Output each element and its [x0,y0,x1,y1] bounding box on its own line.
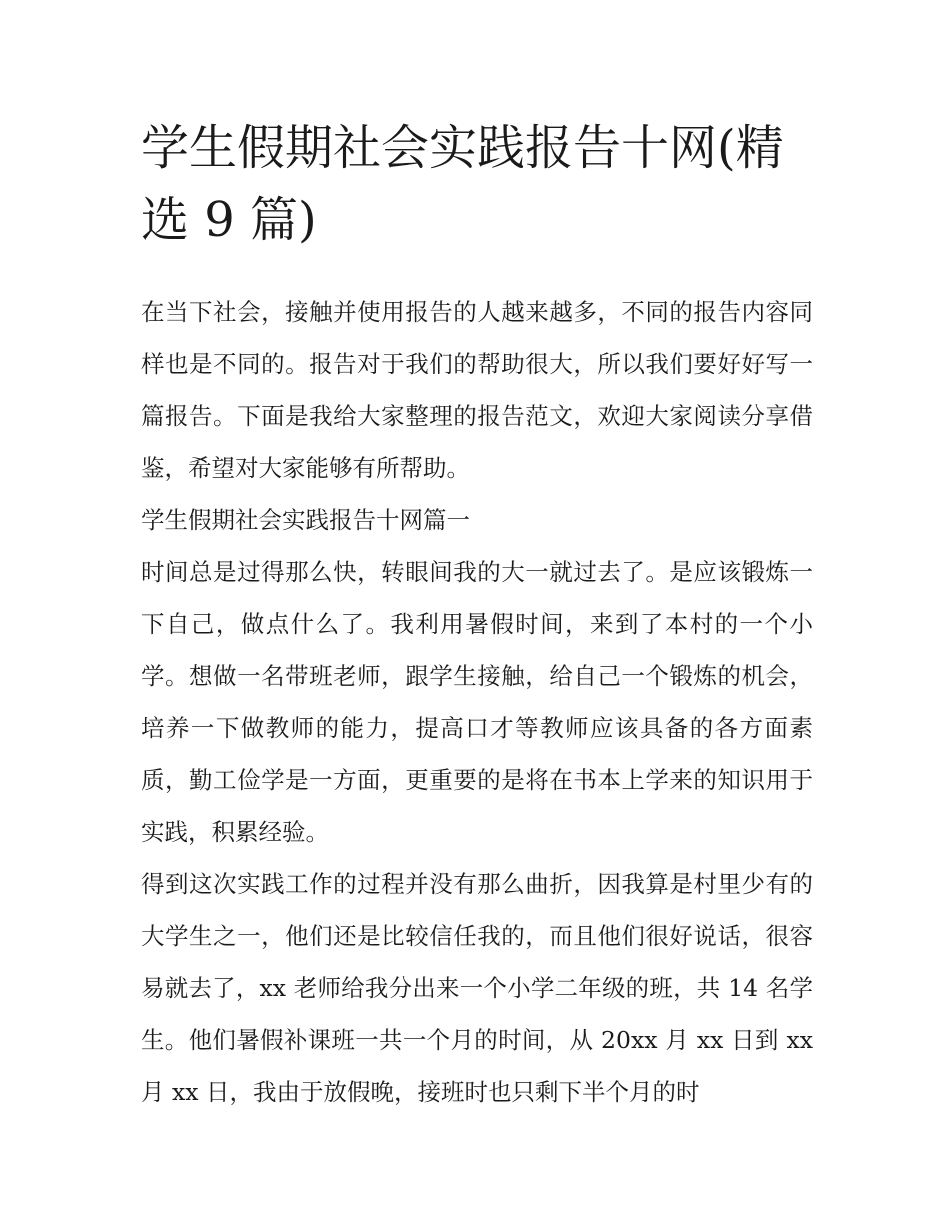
section-heading: 学生假期社会实践报告十网篇一 [141,506,470,534]
intro-paragraph: 在当下社会，接触并使用报告的人越来越多，不同的报告内容同样也是不同的。报告对于我们的帮助很大，所以我们要好好写一篇报告。下面是我给大家整理的报告范文，欢迎大家阅读分享借鉴，希望对大家能够有所帮助。 [141,298,813,482]
body-paragraph-1: 时间总是过得那么快，转眼间我的大一就过去了。是应该锻炼一下自己，做点什么了。我利用暑假时间，来到了本村的一个小学。想做一名带班老师，跟学生接触，给自己一个锻炼的机会，培养一下做教师的能力，提高口才等教师应该具备的各方面素质，勤工俭学是一方面，更重要的是将在书本上学来的知识用于实践，积累经验。 [141,558,813,846]
document-title: 学生假期社会实践报告十网(精选 9 篇) [141,120,784,248]
body-paragraph-2: 得到这次实践工作的过程并没有那么曲折，因我算是村里少有的大学生之一，他们还是比较信任我的，而且他们很好说话，很容易就去了，xx 老师给我分出来一个小学二年级的班，共 14 名学生。他们暑假补课班一共一个月的时间，从 20xx 月 xx 日到 xx 月 xx 日，我由于放假晚，接班时也只剩下半个月的时 [141,870,813,1106]
document-page [141,112,813,1118]
